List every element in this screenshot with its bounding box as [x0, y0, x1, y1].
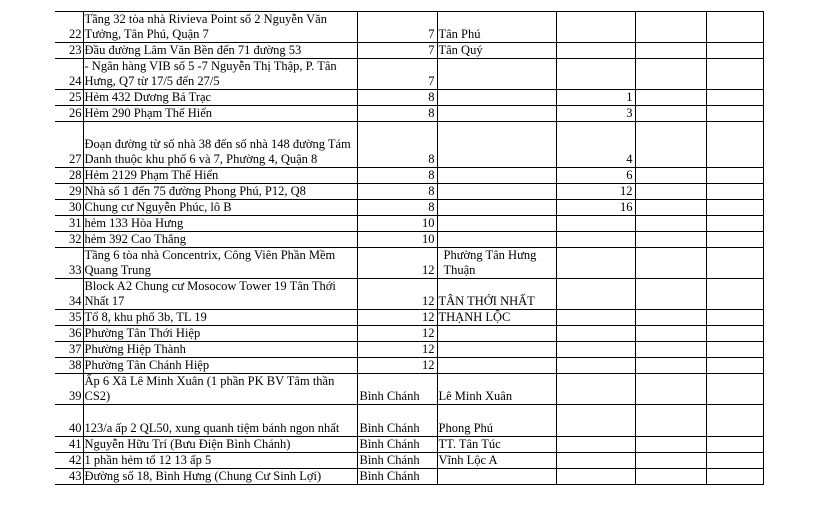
- table-row: [55, 106, 763, 122]
- empty-cell: [706, 12, 763, 43]
- empty-cell: [635, 310, 706, 326]
- location-cell: Ấp 6 Xã Lê Minh Xuân (1 phần PK BV Tâm thần CS2): [83, 374, 357, 405]
- ward-cell: [437, 168, 556, 184]
- table-row: [55, 342, 763, 358]
- location-cell: Đoạn đường từ số nhà 38 đến số nhà 148 đường Tám Danh thuộc khu phố 6 và 7, Phường 4, Quận 8: [83, 122, 357, 168]
- row-number-cell: 28: [55, 168, 83, 184]
- location-cell: Đường số 18, Bình Hưng (Chung Cư Sinh Lợi): [83, 469, 357, 485]
- row-number-cell: 26: [55, 106, 83, 122]
- empty-cell: [635, 437, 706, 453]
- empty-cell: [635, 90, 706, 106]
- ward-cell: [437, 326, 556, 342]
- ward-cell: [437, 216, 556, 232]
- empty-cell: [635, 12, 706, 43]
- count-cell: 16: [556, 200, 635, 216]
- empty-cell: [635, 279, 706, 310]
- location-cell: 123/a ấp 2 QL50, xung quanh tiệm bánh ngon nhất: [83, 405, 357, 437]
- count-cell: 12: [556, 184, 635, 200]
- row-number-cell: 31: [55, 216, 83, 232]
- empty-cell: [635, 469, 706, 485]
- empty-cell: [706, 106, 763, 122]
- ward-cell: [437, 200, 556, 216]
- district-cell: 8: [357, 106, 437, 122]
- empty-cell: [706, 342, 763, 358]
- table-row: [55, 453, 763, 469]
- district-cell: 8: [357, 90, 437, 106]
- empty-cell: [706, 168, 763, 184]
- district-cell: 10: [357, 232, 437, 248]
- row-number-cell: 37: [55, 342, 83, 358]
- ward-cell: TT. Tân Túc: [437, 437, 556, 453]
- count-cell: [556, 453, 635, 469]
- empty-cell: [635, 248, 706, 279]
- empty-cell: [706, 326, 763, 342]
- district-cell: 8: [357, 200, 437, 216]
- table-row: [55, 122, 763, 168]
- table-row: [55, 12, 763, 43]
- row-number-cell: 22: [55, 12, 83, 43]
- table-row: [55, 248, 763, 279]
- ward-cell: [437, 232, 556, 248]
- empty-cell: [706, 453, 763, 469]
- district-cell: 8: [357, 184, 437, 200]
- table-row: [55, 469, 763, 485]
- location-cell: Tổ 8, khu phố 3b, TL 19: [83, 310, 357, 326]
- location-cell: Phường Hiệp Thành: [83, 342, 357, 358]
- empty-cell: [635, 405, 706, 437]
- table-row: [55, 405, 763, 437]
- count-cell: [556, 216, 635, 232]
- ward-cell: [437, 90, 556, 106]
- table-row: [55, 310, 763, 326]
- location-cell: Hẻm 432 Dương Bá Trạc: [83, 90, 357, 106]
- empty-cell: [635, 122, 706, 168]
- district-cell: 12: [357, 310, 437, 326]
- row-number-cell: 32: [55, 232, 83, 248]
- empty-cell: [706, 200, 763, 216]
- empty-cell: [706, 59, 763, 90]
- empty-cell: [706, 90, 763, 106]
- empty-cell: [706, 248, 763, 279]
- location-cell: 1 phần hẻm tổ 12 13 ấp 5: [83, 453, 357, 469]
- empty-cell: [635, 200, 706, 216]
- location-cell: Tầng 6 tòa nhà Concentrix, Công Viên Phần Mềm Quang Trung: [83, 248, 357, 279]
- location-cell: - Ngân hàng VIB số 5 -7 Nguyễn Thị Thập, P. Tân Hưng, Q7 từ 17/5 đến 27/5: [83, 59, 357, 90]
- district-cell: 7: [357, 12, 437, 43]
- row-number-cell: 35: [55, 310, 83, 326]
- count-cell: 4: [556, 122, 635, 168]
- district-cell: 12: [357, 342, 437, 358]
- table-row: [55, 279, 763, 310]
- count-cell: [556, 310, 635, 326]
- empty-cell: [706, 374, 763, 405]
- count-cell: [556, 326, 635, 342]
- table-row: [55, 326, 763, 342]
- district-cell: 10: [357, 216, 437, 232]
- ward-cell: [437, 358, 556, 374]
- count-cell: [556, 437, 635, 453]
- row-number-cell: 40: [55, 405, 83, 437]
- row-number-cell: 43: [55, 469, 83, 485]
- table-row: [55, 168, 763, 184]
- location-cell: Tầng 32 tòa nhà Rivieva Point số 2 Nguyễn Văn Tưởng, Tân Phú, Quận 7: [83, 12, 357, 43]
- table-row: [55, 43, 763, 59]
- ward-cell: [437, 342, 556, 358]
- count-cell: 6: [556, 168, 635, 184]
- count-cell: [556, 405, 635, 437]
- empty-cell: [635, 358, 706, 374]
- ward-cell: Lê Minh Xuân: [437, 374, 556, 405]
- ward-cell: Tân Quý: [437, 43, 556, 59]
- row-number-cell: 23: [55, 43, 83, 59]
- ward-cell: THẠNH LỘC: [437, 310, 556, 326]
- empty-cell: [635, 232, 706, 248]
- ward-cell: [437, 122, 556, 168]
- empty-cell: [635, 43, 706, 59]
- empty-cell: [706, 437, 763, 453]
- district-cell: 8: [357, 122, 437, 168]
- count-cell: [556, 374, 635, 405]
- location-cell: Nguyễn Hữu Trí (Bưu Điện Bình Chánh): [83, 437, 357, 453]
- table-row: [55, 90, 763, 106]
- district-cell: Bình Chánh: [357, 405, 437, 437]
- empty-cell: [706, 216, 763, 232]
- ward-cell: TÂN THỚI NHẤT: [437, 279, 556, 310]
- count-cell: [556, 469, 635, 485]
- count-cell: [556, 232, 635, 248]
- district-cell: 12: [357, 248, 437, 279]
- empty-cell: [706, 43, 763, 59]
- empty-cell: [706, 232, 763, 248]
- empty-cell: [635, 184, 706, 200]
- location-cell: Hẻm 290 Phạm Thế Hiển: [83, 106, 357, 122]
- ward-cell: Phường Tân Hưng Thuận: [437, 248, 556, 279]
- empty-cell: [635, 59, 706, 90]
- location-cell: hẻm 392 Cao Thắng: [83, 232, 357, 248]
- ward-cell: [437, 59, 556, 90]
- district-cell: Bình Chánh: [357, 453, 437, 469]
- empty-cell: [706, 358, 763, 374]
- district-cell: Bình Chánh: [357, 469, 437, 485]
- empty-cell: [635, 342, 706, 358]
- empty-cell: [706, 405, 763, 437]
- empty-cell: [635, 374, 706, 405]
- table-row: [55, 200, 763, 216]
- district-cell: 12: [357, 358, 437, 374]
- table-row: [55, 216, 763, 232]
- district-cell: 12: [357, 326, 437, 342]
- empty-cell: [635, 216, 706, 232]
- empty-cell: [706, 184, 763, 200]
- outbreak-location-table: [55, 11, 764, 485]
- empty-cell: [635, 453, 706, 469]
- row-number-cell: 38: [55, 358, 83, 374]
- location-cell: Nhà số 1 đến 75 đường Phong Phú, P12, Q8: [83, 184, 357, 200]
- row-number-cell: 42: [55, 453, 83, 469]
- count-cell: [556, 12, 635, 43]
- ward-cell: Vĩnh Lộc A: [437, 453, 556, 469]
- ward-cell: [437, 184, 556, 200]
- row-number-cell: 29: [55, 184, 83, 200]
- district-cell: 7: [357, 59, 437, 90]
- table-row: [55, 232, 763, 248]
- row-number-cell: 39: [55, 374, 83, 405]
- district-cell: Bình Chánh: [357, 374, 437, 405]
- count-cell: [556, 358, 635, 374]
- row-number-cell: 34: [55, 279, 83, 310]
- count-cell: [556, 59, 635, 90]
- row-number-cell: 24: [55, 59, 83, 90]
- empty-cell: [706, 469, 763, 485]
- row-number-cell: 41: [55, 437, 83, 453]
- location-cell: Hẻm 2129 Phạm Thế Hiển: [83, 168, 357, 184]
- district-cell: 12: [357, 279, 437, 310]
- empty-cell: [635, 326, 706, 342]
- table-row: [55, 59, 763, 90]
- ward-cell: [437, 469, 556, 485]
- count-cell: [556, 342, 635, 358]
- location-cell: Phường Tân Thới Hiệp: [83, 326, 357, 342]
- row-number-cell: 25: [55, 90, 83, 106]
- table-row: [55, 184, 763, 200]
- district-cell: 8: [357, 168, 437, 184]
- count-cell: 3: [556, 106, 635, 122]
- row-number-cell: 33: [55, 248, 83, 279]
- district-cell: 7: [357, 43, 437, 59]
- row-number-cell: 27: [55, 122, 83, 168]
- location-cell: hẻm 133 Hòa Hưng: [83, 216, 357, 232]
- table-row: [55, 358, 763, 374]
- table-row: [55, 374, 763, 405]
- count-cell: 1: [556, 90, 635, 106]
- ward-cell: Tân Phú: [437, 12, 556, 43]
- ward-cell: Phong Phú: [437, 405, 556, 437]
- table-row: [55, 437, 763, 453]
- location-cell: Chung cư Nguyễn Phúc, lô B: [83, 200, 357, 216]
- location-cell: Block A2 Chung cư Mosocow Tower 19 Tân Thới Nhất 17: [83, 279, 357, 310]
- row-number-cell: 30: [55, 200, 83, 216]
- empty-cell: [706, 279, 763, 310]
- ward-cell: [437, 106, 556, 122]
- empty-cell: [706, 310, 763, 326]
- count-cell: [556, 279, 635, 310]
- empty-cell: [706, 122, 763, 168]
- location-cell: Phường Tân Chánh Hiệp: [83, 358, 357, 374]
- count-cell: [556, 43, 635, 59]
- count-cell: [556, 248, 635, 279]
- empty-cell: [635, 106, 706, 122]
- location-cell: Đầu đường Lâm Văn Bền đến 71 đường 53: [83, 43, 357, 59]
- empty-cell: [635, 168, 706, 184]
- district-cell: Bình Chánh: [357, 437, 437, 453]
- row-number-cell: 36: [55, 326, 83, 342]
